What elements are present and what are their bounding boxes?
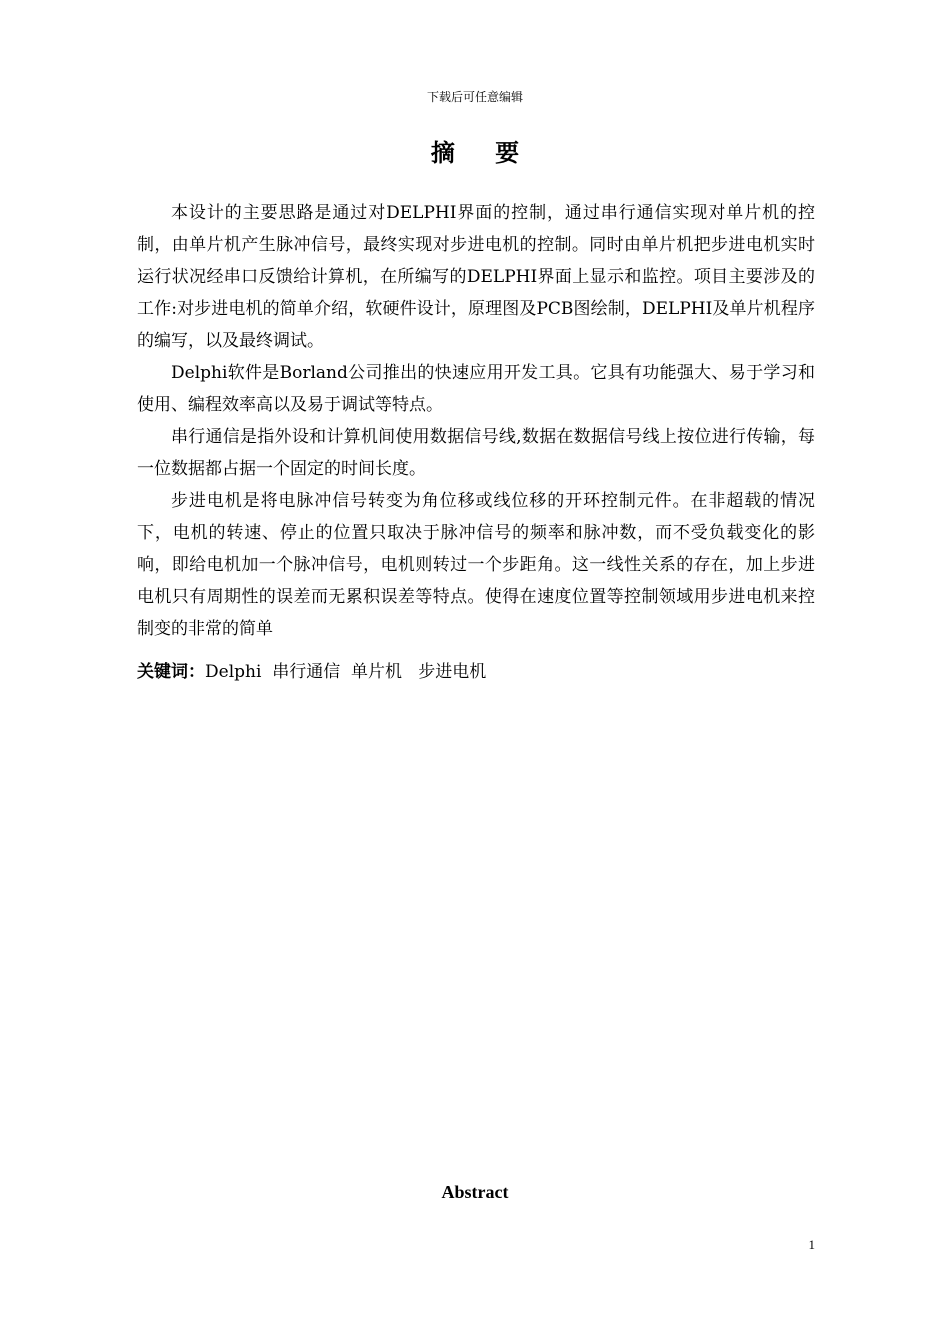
paragraph-stepper-motor: 步进电机是将电脉冲信号转变为角位移或线位移的开环控制元件。在非超载的情况下，电机的转速、停止的位置只取决于脉冲信号的频率和脉冲数，而不受负载变化的影响，即给电机加一个脉冲信号，电机则转过一个步距角。这一线性关系的存在，加上步进电机只有周期性的误差而无累积误差等特点。使得在速度位置等控制领域用步进电机来控制变的非常的简单 [137,491,815,639]
abstract-body [137,197,815,645]
keywords-line [137,656,815,688]
keywords-label: 关键词： [137,662,205,682]
page-number: 1 [808,1237,815,1252]
paragraph-delphi: Delphi软件是Borland公司推出的快速应用开发工具。它具有功能强大、易于学习和使用、编程效率高以及易于调试等特点。 [137,363,815,415]
page-title: 摘 要 [430,139,536,167]
header-note: 下载后可任意编辑 [426,90,523,104]
paragraph-serial-communication: 串行通信是指外设和计算机间使用数据信号线,数据在数据信号线上按位进行传输，每一位数据都占据一个固定的时间长度。 [137,427,815,479]
keywords-text: Delphi 串行通信 单片机 步进电机 [205,662,487,682]
paragraph-design-overview: 本设计的主要思路是通过对DELPHI界面的控制，通过串行通信实现对单片机的控制，由单片机产生脉冲信号，最终实现对步进电机的控制。同时由单片机把步进电机实时运行状况经串口反馈给计算机，在所编写的DELPHI界面上显示和监控。项目主要涉及的工作:对步进电机的简单介绍，软硬件设计，原理图及PCB图绘制，DELPHI及单片机程序的编写，以及最终调试。 [137,203,815,351]
abstract-heading: Abstract [441,1182,509,1202]
